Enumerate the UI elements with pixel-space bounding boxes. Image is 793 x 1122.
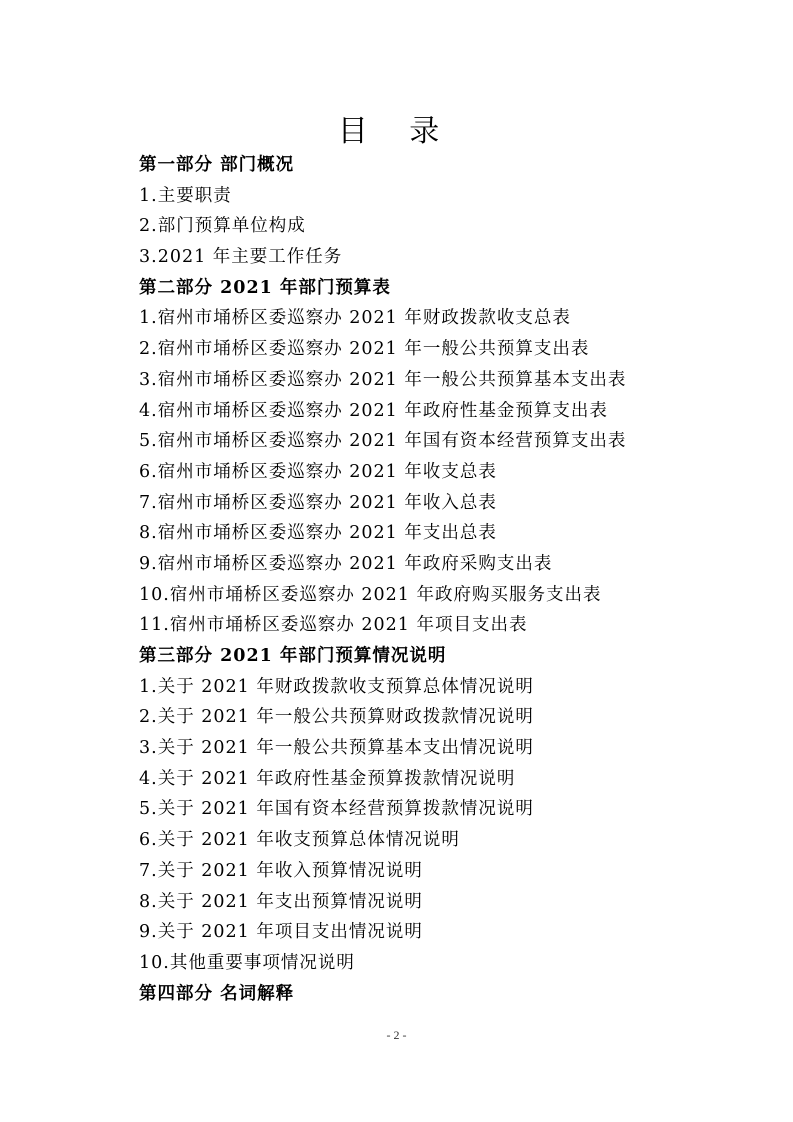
page-title: 目 录 <box>337 114 456 149</box>
toc-item: 7.宿州市埇桥区委巡察办 2021 年收入总表 <box>139 492 497 513</box>
section-heading-3: 第三部分 2021 年部门预算情况说明 <box>139 646 447 666</box>
toc-item: 6.关于 2021 年收支预算总体情况说明 <box>139 830 460 851</box>
toc-item: 9.宿州市埇桥区委巡察办 2021 年政府采购支出表 <box>139 553 553 574</box>
toc-item: 8.关于 2021 年支出预算情况说明 <box>139 891 423 912</box>
toc-item: 2.关于 2021 年一般公共预算财政拨款情况说明 <box>139 707 534 728</box>
toc-item: 10.其他重要事项情况说明 <box>139 952 355 973</box>
toc-item: 1.主要职责 <box>139 185 232 206</box>
page-number: - 2 - <box>386 1028 407 1042</box>
toc-item: 3.关于 2021 年一般公共预算基本支出情况说明 <box>139 738 534 759</box>
toc-item: 8.宿州市埇桥区委巡察办 2021 年支出总表 <box>139 523 497 544</box>
toc-item: 1.宿州市埇桥区委巡察办 2021 年财政拨款收支总表 <box>139 308 571 329</box>
toc-item: 6.宿州市埇桥区委巡察办 2021 年收支总表 <box>139 461 497 482</box>
toc-item: 3.2021 年主要工作任务 <box>139 247 343 268</box>
toc-item: 3.宿州市埇桥区委巡察办 2021 年一般公共预算基本支出表 <box>139 369 627 390</box>
toc-item: 11.宿州市埇桥区委巡察办 2021 年项目支出表 <box>139 615 528 636</box>
toc-item: 7.关于 2021 年收入预算情况说明 <box>139 860 423 881</box>
toc-item: 9.关于 2021 年项目支出情况说明 <box>139 922 423 943</box>
section-heading-2: 第二部分 2021 年部门预算表 <box>139 277 391 298</box>
toc-item: 1.关于 2021 年财政拨款收支预算总体情况说明 <box>139 676 534 697</box>
toc-item: 4.宿州市埇桥区委巡察办 2021 年政府性基金预算支出表 <box>139 400 608 421</box>
toc-item: 10.宿州市埇桥区委巡察办 2021 年政府购买服务支出表 <box>139 584 602 605</box>
toc-item: 5.宿州市埇桥区委巡察办 2021 年国有资本经营预算支出表 <box>139 431 627 452</box>
toc-item: 2.宿州市埇桥区委巡察办 2021 年一般公共预算支出表 <box>139 339 590 360</box>
toc-item: 2.部门预算单位构成 <box>139 216 306 237</box>
section-heading-4: 第四部分 名词解释 <box>139 983 295 1004</box>
section-heading-1: 第一部分 部门概况 <box>139 155 295 175</box>
toc-item: 5.关于 2021 年国有资本经营预算拨款情况说明 <box>139 799 534 820</box>
table-of-contents <box>139 150 759 1009</box>
toc-item: 4.关于 2021 年政府性基金预算拨款情况说明 <box>139 768 516 789</box>
